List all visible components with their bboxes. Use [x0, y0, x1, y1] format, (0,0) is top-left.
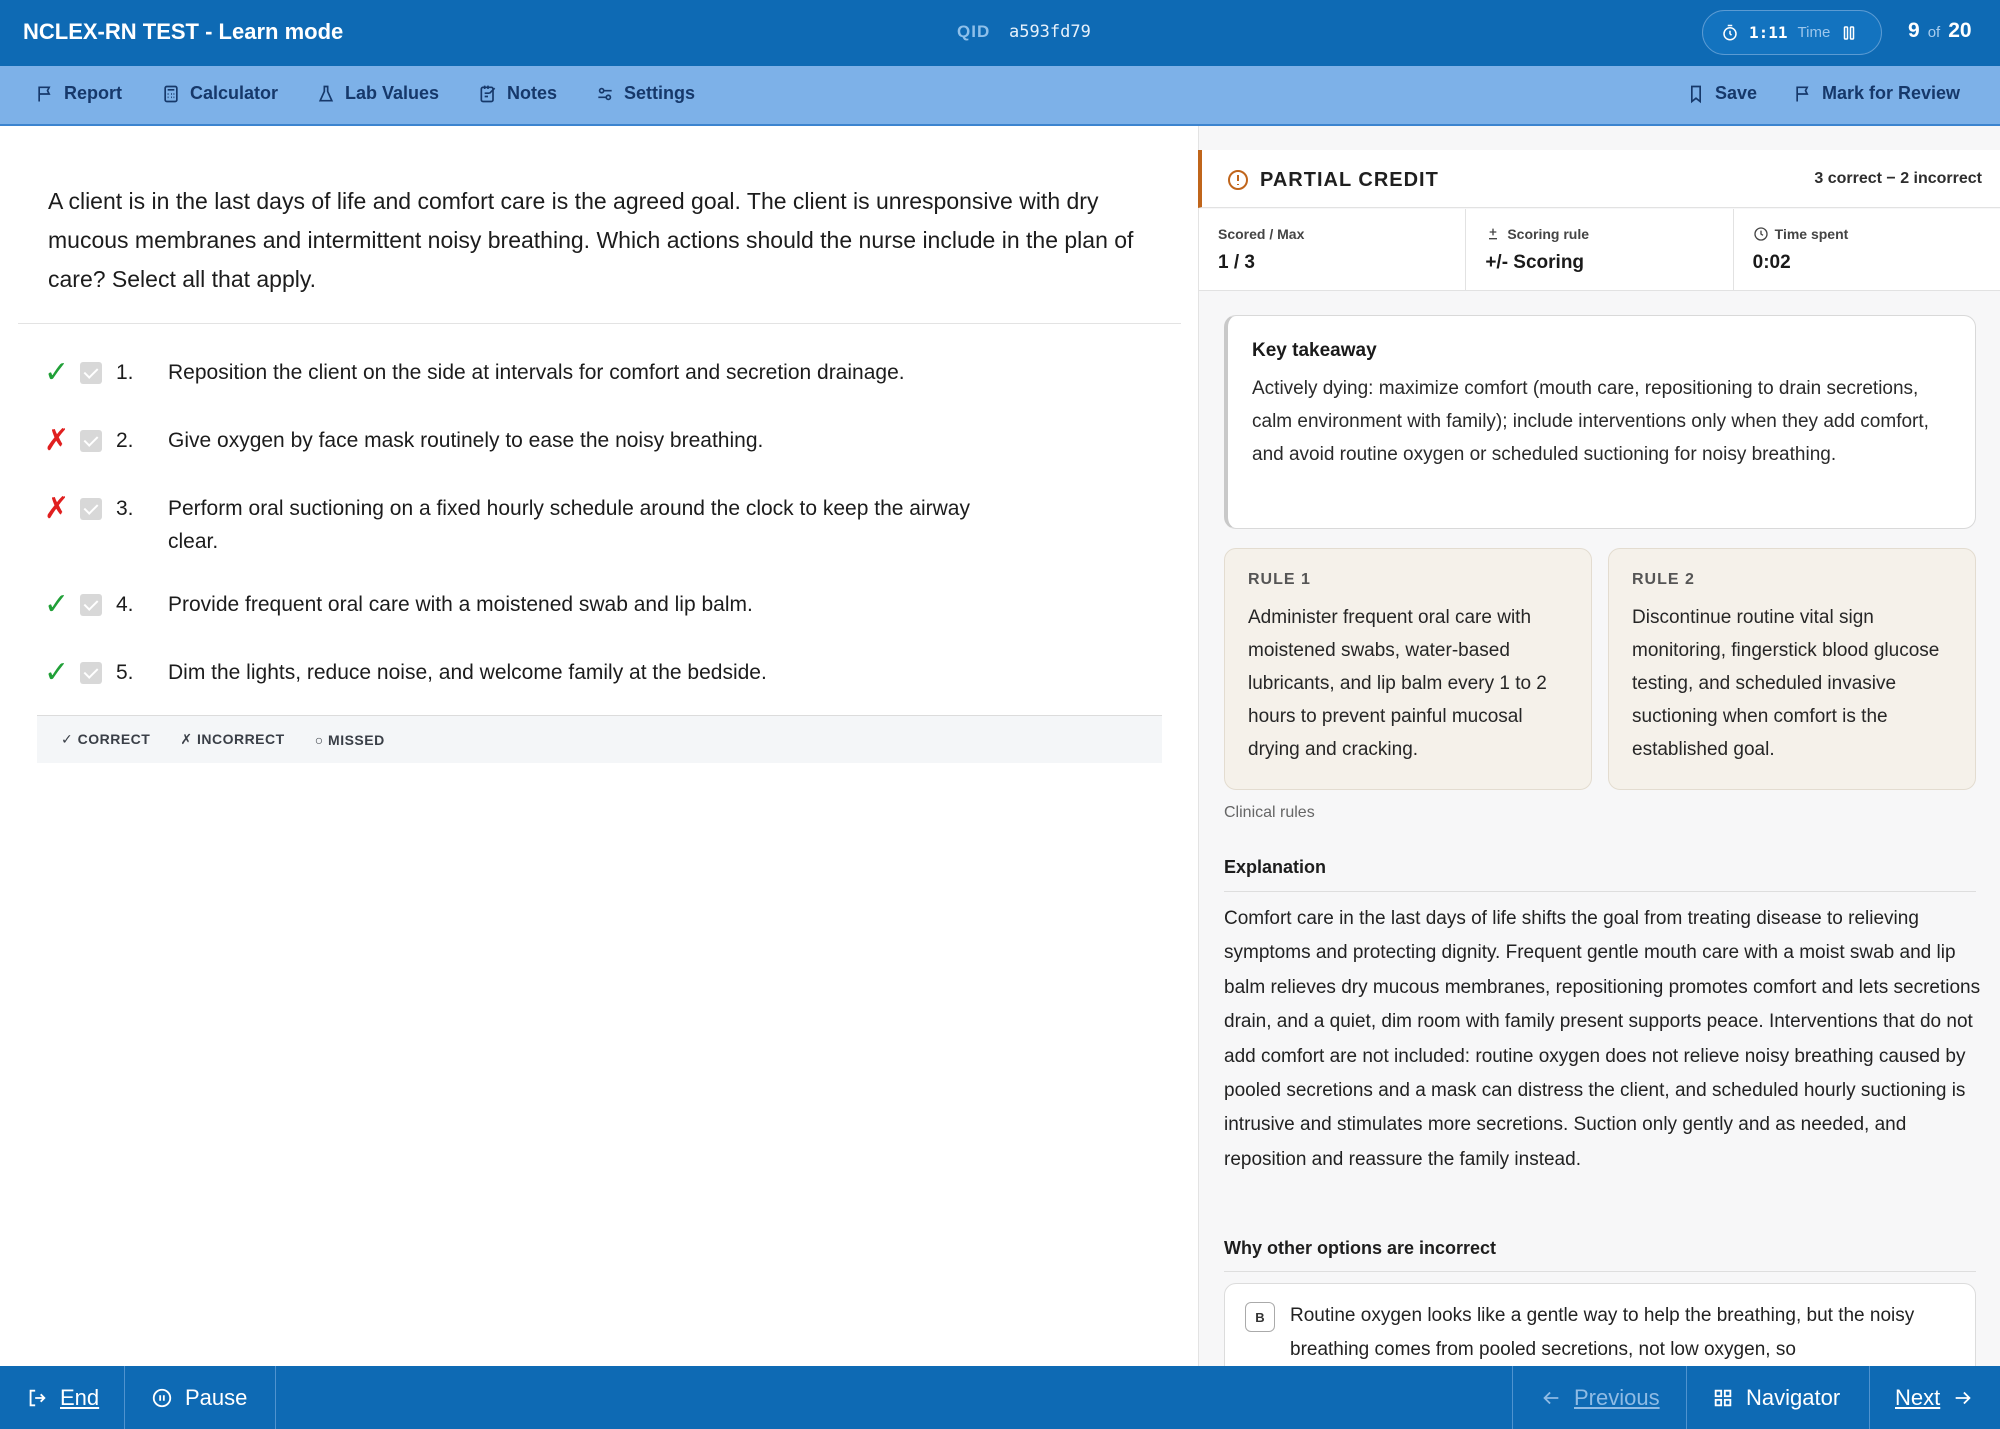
option-checkbox[interactable]	[80, 430, 102, 452]
question-current: 9	[1908, 19, 1920, 42]
previous-button[interactable]	[1540, 1366, 1660, 1429]
exit-icon	[26, 1387, 48, 1409]
flag-icon	[35, 84, 55, 104]
option-checkbox[interactable]	[80, 594, 102, 616]
lab-values-label: Lab Values	[345, 83, 440, 103]
divider	[1686, 1366, 1687, 1429]
previous-label: Previous	[1574, 1384, 1660, 1410]
rule-text: Administer frequent oral care with moistened swabs, water-based lubricants, and lip balm every 1 to 2 hours to prevent painful mucosal drying and cracking.	[1248, 607, 1547, 760]
end-button[interactable]	[26, 1366, 99, 1429]
rule-card	[1224, 548, 1592, 790]
question-id	[957, 22, 1091, 42]
qid-label: QID	[957, 22, 991, 41]
pause-label: Pause	[185, 1384, 248, 1410]
result-legend	[37, 715, 1162, 763]
option-text: Give oxygen by face mask routinely to ease the noisy breathing.	[168, 429, 764, 452]
top-bar	[0, 0, 2000, 66]
scored-value: 1 / 3	[1218, 252, 1255, 273]
answer-option[interactable]	[44, 588, 1124, 621]
divider	[1224, 1271, 1976, 1272]
bottom-bar	[0, 1366, 2000, 1429]
divider	[1224, 891, 1976, 892]
rule-card	[1608, 548, 1976, 790]
legend-correct: ✓ CORRECT	[61, 731, 151, 747]
stat-scoring-rule	[1466, 209, 1733, 290]
toolbar	[0, 66, 2000, 126]
result-header	[1198, 150, 2000, 208]
option-checkbox[interactable]	[80, 498, 102, 520]
save-button[interactable]	[1686, 83, 1757, 104]
result-title-wrap	[1226, 168, 1439, 192]
report-label: Report	[64, 83, 122, 103]
option-number: 4.	[116, 593, 134, 616]
stat-time-spent	[1734, 209, 2000, 290]
rule-label: RULE 1	[1248, 571, 1311, 588]
lab-values-button[interactable]	[316, 83, 439, 104]
question-stem: A client is in the last days of life and comfort care is the agreed goal. The client is unresponsive with dry mucous membranes and intermittent noisy breathing. Which actions should the nurse include in the plan of care? Select all that apply.	[48, 188, 1134, 292]
arrow-left-icon	[1540, 1387, 1562, 1409]
mark-review-label: Mark for Review	[1822, 83, 1961, 103]
calculator-icon	[161, 84, 181, 104]
key-takeaway-card	[1224, 315, 1976, 529]
result-summary: 3 correct − 2 incorrect	[1814, 170, 1982, 187]
pause-timer-icon[interactable]	[1840, 24, 1858, 42]
scoring-rule-label: Scoring rule	[1507, 226, 1590, 242]
correct-check-icon: ✓	[44, 656, 70, 689]
legend-missed: ○ MISSED	[314, 731, 385, 748]
mark-review-button[interactable]	[1793, 83, 1960, 104]
calculator-button[interactable]	[161, 83, 278, 104]
timer-value: 1:11	[1749, 23, 1788, 42]
option-number: 5.	[116, 661, 134, 684]
stopwatch-icon	[1721, 24, 1739, 42]
option-text: Provide frequent oral care with a moistened swab and lip balm.	[168, 593, 753, 616]
sliders-icon	[595, 84, 615, 104]
answer-option[interactable]	[44, 424, 1124, 457]
option-checkbox[interactable]	[80, 362, 102, 384]
flask-icon	[316, 84, 336, 104]
time-spent-value: 0:02	[1752, 252, 1791, 273]
timer[interactable]	[1702, 10, 1882, 55]
settings-button[interactable]	[595, 83, 695, 104]
explanation-text: Comfort care in the last days of life shifts the goal from treating disease to relieving symptoms and protecting dignity. Frequent gentle mouth care with a moist swab and lip balm relieves dry mucous membranes, repositioning promotes comfort and lets secretions drain, and a quiet, dim room with family present supports peace. Interventions that do not add comfort are not included: routine oxygen does not relieve noisy breathing caused by pooled secretions and a mask can distress the client, and scheduled hourly suctioning is intrusive and stimulates more secretions. Suction only gently and as needed, and reposition and reassure the family instead.	[1224, 908, 1981, 1170]
question-counter	[1908, 19, 1972, 43]
answer-option[interactable]	[44, 492, 1014, 558]
report-button[interactable]	[35, 83, 122, 104]
calculator-label: Calculator	[190, 83, 279, 103]
clock-icon	[1753, 226, 1769, 242]
next-label: Next	[1895, 1384, 1941, 1410]
notes-icon	[478, 84, 498, 104]
pause-button[interactable]	[151, 1366, 247, 1429]
settings-label: Settings	[624, 83, 696, 103]
answer-option[interactable]	[44, 356, 1124, 389]
grid-icon	[1712, 1387, 1734, 1409]
qid-value: a593fd79	[1008, 22, 1091, 42]
divider	[1512, 1366, 1513, 1429]
pause-circle-icon	[151, 1387, 173, 1409]
scoring-rule-value: +/- Scoring	[1485, 252, 1585, 273]
why-incorrect-title: Why other options are incorrect	[1224, 1238, 1497, 1258]
rule-text: Discontinue routine vital sign monitoring, fingerstick blood glucose testing, and scheduled invasive suctioning when comfort is the established goal.	[1632, 607, 1940, 760]
next-button[interactable]	[1895, 1366, 1974, 1429]
rules-caption: Clinical rules	[1224, 804, 1315, 821]
incorrect-x-icon: ✗	[44, 424, 70, 457]
navigator-label: Navigator	[1746, 1384, 1841, 1410]
bookmark-icon	[1686, 84, 1706, 104]
option-number: 3.	[116, 497, 134, 520]
question-of: of	[1927, 24, 1941, 41]
divider	[275, 1366, 276, 1429]
question-total: 20	[1948, 19, 1972, 42]
scored-label: Scored / Max	[1218, 226, 1305, 242]
option-text: Reposition the client on the side at intervals for comfort and secretion drainage.	[168, 361, 905, 384]
option-badge: B	[1245, 1302, 1275, 1332]
legend-incorrect: ✗ INCORRECT	[180, 731, 285, 747]
score-stats	[1199, 209, 2000, 291]
correct-check-icon: ✓	[44, 356, 70, 389]
divider	[124, 1366, 125, 1429]
option-checkbox[interactable]	[80, 662, 102, 684]
plus-minus-icon	[1485, 226, 1501, 242]
save-label: Save	[1715, 83, 1758, 103]
flag-icon	[1793, 84, 1813, 104]
end-label: End	[60, 1384, 100, 1410]
stat-scored	[1199, 209, 1466, 290]
divider	[18, 323, 1181, 324]
option-number: 2.	[116, 429, 134, 452]
notes-button[interactable]	[478, 83, 557, 104]
correct-check-icon: ✓	[44, 588, 70, 621]
answer-option[interactable]	[44, 656, 1124, 689]
takeaway-title: Key takeaway	[1252, 340, 1377, 361]
app-title: NCLEX-RN TEST - Learn mode	[23, 19, 344, 44]
notes-label: Notes	[507, 83, 558, 103]
option-text: Perform oral suctioning on a fixed hourly schedule around the clock to keep the airway clear.	[168, 497, 970, 553]
explanation-title: Explanation	[1224, 857, 1327, 877]
alert-circle-icon	[1226, 168, 1250, 192]
timer-label: Time	[1797, 24, 1831, 41]
option-number: 1.	[116, 361, 134, 384]
navigator-button[interactable]	[1712, 1366, 1840, 1429]
time-spent-label: Time spent	[1774, 226, 1849, 242]
result-title: PARTIAL CREDIT	[1260, 168, 1439, 191]
arrow-right-icon	[1952, 1387, 1974, 1409]
why-incorrect-text: Routine oxygen looks like a gentle way to help the breathing, but the noisy breathing comes from pooled secretions, not low oxygen, so	[1290, 1305, 1915, 1360]
option-text: Dim the lights, reduce noise, and welcome family at the bedside.	[168, 661, 767, 684]
incorrect-x-icon: ✗	[44, 492, 70, 525]
takeaway-text: Actively dying: maximize comfort (mouth care, repositioning to drain secretions, calm environment with family); include interventions only when they add comfort, and avoid routine oxygen or scheduled suctioning for noisy breathing.	[1252, 378, 1929, 465]
divider	[1869, 1366, 1870, 1429]
rule-label: RULE 2	[1632, 571, 1695, 588]
